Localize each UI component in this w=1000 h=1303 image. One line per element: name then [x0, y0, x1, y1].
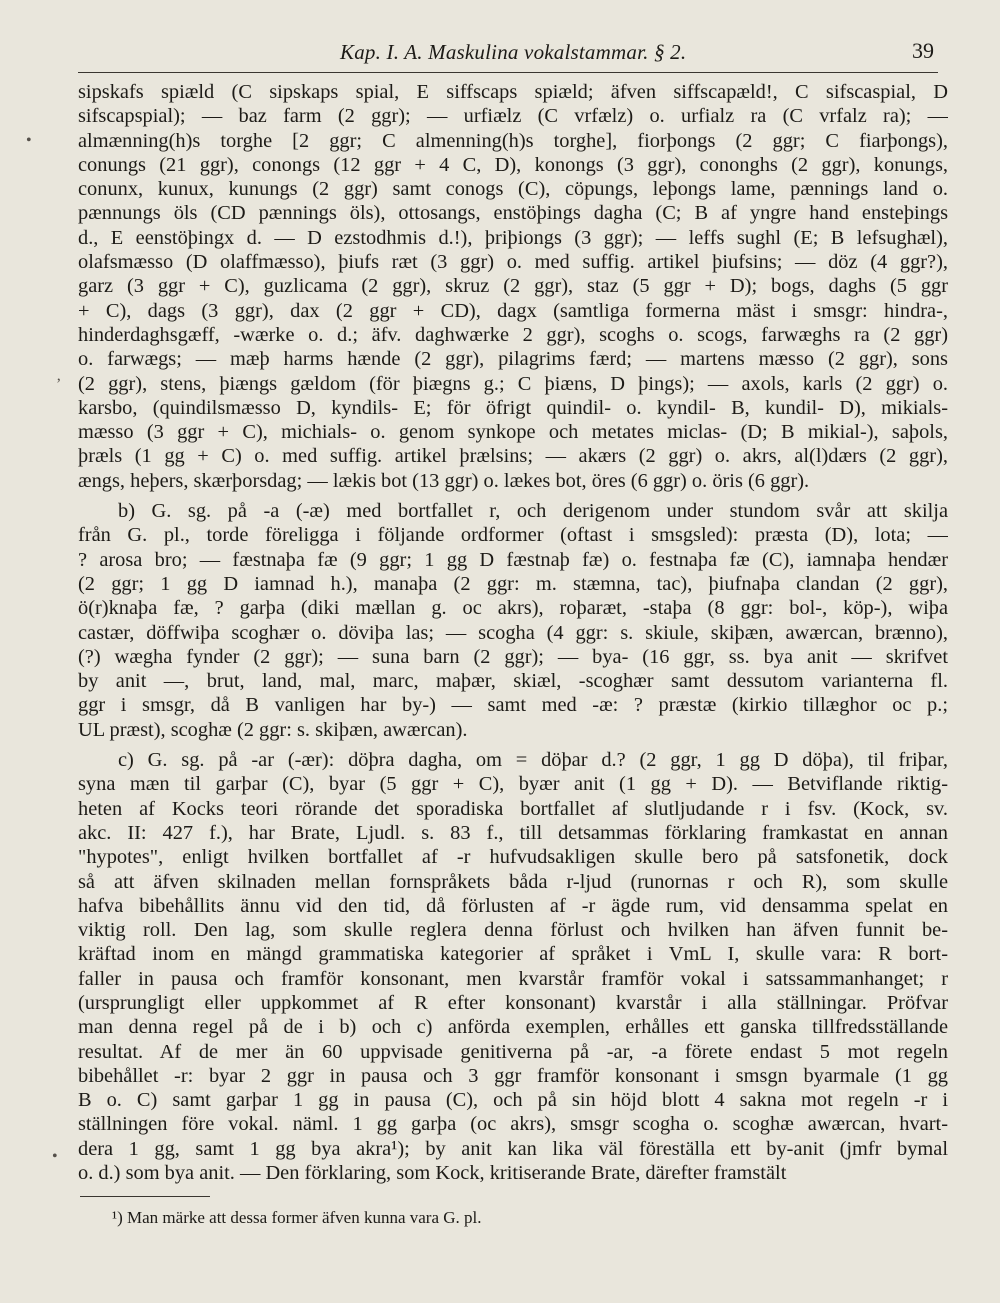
- text-line: ö(r)knaþa fæ, ? garþa (diki mællan g. oc akrs), roþaræt, -staþa (8 ggr: bol-, köp-), wiþa: [78, 597, 948, 620]
- text-line: conungs (21 ggr), conongs (12 ggr + 4 C, D), konongs (3 ggr), cononghs (2 ggr), konungs,: [78, 153, 948, 176]
- text-line: faller in pausa och framför konsonant, men kvarstår framför vokal i satssammanhanget; r: [78, 967, 948, 990]
- text-line: hafva bibehållits ännu vid den tid, då förlusten af -r ägde rum, vid densamma spelat en: [78, 894, 948, 917]
- text-line: o. farwægs; — mæþ harms hænde (2 ggr), pilagrims færd; — martens mæsso (2 ggr), sons: [78, 348, 948, 371]
- text-line: ställningen före vokal. näml. 1 gg garþa (oc akrs), smsgr scogha o. scoghæ awærcan, hvart-: [78, 1113, 948, 1136]
- footnote: ¹) Man märke att dessa former äfven kunna vara G. pl.: [112, 1208, 482, 1227]
- paragraph-a: [78, 80, 948, 493]
- text-line: ? arosa bro; — fæstnaþa fæ (9 ggr; 1 gg D fæstnaþ fæ) o. festnaþa fæ (C), iamnaþa hendær: [78, 548, 948, 571]
- text-line: (2 ggr), stens, þiængs gældom (för þiægns g.; C þiæns, D þings); — axols, karls (2 ggr) o.: [78, 372, 948, 395]
- text-line: sipskafs spiæld (C sipskaps spial, E siffscaps spiæld; äfven siffscapæld!, C sifscaspial, D: [78, 81, 948, 103]
- text-line: garz (3 ggr + C), guzlicama (2 ggr), skruz (2 ggr), staz (5 ggr + D); bogs, daghs (5 ggr: [78, 275, 948, 298]
- footnote-rule: [80, 1196, 210, 1197]
- margin-dot: •: [52, 1148, 58, 1165]
- text-line: B o. C) samt garþar 1 gg in pausa (C), och på sin höjd blott 4 sakna mot regeln -r i: [78, 1089, 948, 1112]
- text-line: akc. II: 427 f.), har Brate, Ljudl. s. 83 f., till detsammas förklaring framkastat en annan: [78, 821, 948, 844]
- text-line: sifscapspial); — baz farm (2 ggr); — urfiælz (C vrfælz) o. urfialz ra (C vrfalz ra); —: [78, 105, 948, 128]
- text-line: viktig roll. Den lag, som skulle reglera denna förlust och hvilken han äfven funnit be-: [78, 919, 948, 942]
- text-line: syna mæn til garþar (C), byar (5 ggr + C), byær anit (1 gg + D). — Betviflande riktig-: [78, 773, 948, 796]
- text-line: castær, döffwiþa scoghær o. döviþa las; — scogha (4 ggr: s. skiule, skiþæn, awærcan, brænno),: [78, 621, 948, 644]
- margin-tick: ʼ: [56, 376, 62, 393]
- text-line: så att äfven skilnaden mellan fornspråkets båda r-ljud (runornas r och R), som skulle: [78, 870, 948, 893]
- text-line: o. d.) som bya anit. — Den förklaring, som Kock, kritiserande Brate, därefter framstält: [78, 1162, 787, 1185]
- text-line: mæsso (3 ggr + C), michials- o. genom synkope och metates miclas- (D; B mikial-), saþols,: [78, 421, 948, 444]
- text-line: + C), dags (3 ggr), dax (2 ggr + CD), dagx (samtliga formerna mäst i smsgr: hindra-,: [78, 299, 948, 322]
- text-line: (?) wægha fynder (2 ggr); — suna barn (2 ggr); — bya- (16 ggr, ss. bya anit — skrifvet: [78, 645, 948, 668]
- text-line: by anit —, brut, land, mal, marc, maþær, skiæl, -scoghær samt dessutom varianterna fl.: [78, 670, 948, 693]
- text-line: dera 1 gg, samt 1 gg bya akra¹); by anit kan lika väl föreställa ett by-anit (jmfr bymal: [78, 1137, 948, 1160]
- running-head: Kap. I. A. Maskulina vokalstammar. § 2.: [340, 40, 687, 64]
- text-line: olafsmæsso (D olaffmæsso), þiufs ræt (3 ggr) o. med suffig. artikel þiufsins; — döz (4 ggr?),: [78, 251, 948, 274]
- text-line: kräftad inom en mängd grammatiska kategorier af språket i VmL I, skulle vara: R bort-: [78, 943, 948, 966]
- text-line: pænnungs öls (CD pænnings öls), ottosangs, enstöþings dagha (C; B af yngre hand ensteþings: [78, 202, 948, 225]
- text-line: almænning(h)s torghe [2 ggr; C almenning(h)s torghe], fiorþongs (2 ggr; C fiarþongs),: [78, 129, 948, 152]
- text-line: UL præst), scoghæ (2 ggr: s. skiþæn, awærcan).: [78, 718, 468, 741]
- text-line: ggr i smsgr, då B vanligen har by-) — samt med -æ: ? præstæ (kirkio tillæghor oc p.;: [78, 694, 948, 717]
- text-line: þræls (1 gg + C) o. med suffig. artikel þrælsins; — akærs (2 ggr) o. akrs, al(l)dærs (2 ggr),: [78, 445, 948, 468]
- text-line: "hypotes", enligt hvilken bortfallet af -r hufvudsakligen skulle bero på satsfonetik, dock: [78, 846, 948, 869]
- text-line: b) G. sg. på -a (-æ) med bortfallet r, och derigenom under stundom svår att skilja: [118, 500, 948, 523]
- page-header: [78, 36, 938, 73]
- text-line: (2 ggr; 1 gg D iamnad h.), manaþa (2 ggr: m. stæmna, tac), þiufnaþa clandan (2 ggr),: [78, 572, 948, 595]
- text-line: heten af Kocks teori rörande det sporadiska bortfallet af slutljudande r i fsv. (Kock, sv.: [78, 797, 948, 820]
- paragraph-b: [78, 499, 948, 742]
- text-line: conunx, kunux, kunungs (2 ggr) samt conogs (C), cöpungs, leþongs lame, pænnings land o.: [78, 178, 948, 201]
- text-line: man denna regel på de i b) och c) anförda exemplen, erhålles ett ganska tillfredsställande: [78, 1016, 948, 1039]
- page-number: 39: [912, 38, 934, 63]
- text-line: (ursprungligt eller uppkommet af R efter konsonant) kvarstår i alla ställningar. Pröfvar: [78, 991, 948, 1014]
- text-line: från G. pl., torde föreligga i följande ordformer (oftast i smsgsled): præsta (D), lota; —: [78, 524, 948, 547]
- text-line: hinderdaghsgæff, -wærke o. d.; äfv. daghwærke 2 ggr), scoghs o. scogs, farwæghs ra (2 ggr): [78, 323, 948, 346]
- text-line: d., E eenstöþingx d. — D ezstodhmis d.!), þriþiongs (3 ggr); — leffs sughl (E; B lefsughæl),: [78, 226, 948, 249]
- body-text: [78, 80, 948, 1185]
- paragraph-c: [78, 748, 948, 1185]
- margin-dot: •: [26, 132, 32, 149]
- text-line: karsbo, (quindilsmæsso D, kyndils- E; för öfrigt quindil- o. kyndil- B, kundil- D), mikials-: [78, 396, 948, 419]
- text-line: ængs, heþers, skærþorsdag; — lækis bot (13 ggr) o. lækes bot, öres (6 ggr) o. öris (6 ggr).: [78, 469, 810, 492]
- text-line: c) G. sg. på -ar (-ær): döþra dagha, om = döþar d.? (2 ggr, 1 gg D döþa), til friþar,: [118, 749, 948, 772]
- text-line: bibehållet -r: byar 2 ggr in pausa och 3 ggr framför konsonant i smsgn byarmale (1 gg: [78, 1064, 948, 1087]
- text-line: resultat. Af de mer än 60 uppvisade genitiverna på -ar, -a förete endast 5 mot regeln: [78, 1040, 948, 1063]
